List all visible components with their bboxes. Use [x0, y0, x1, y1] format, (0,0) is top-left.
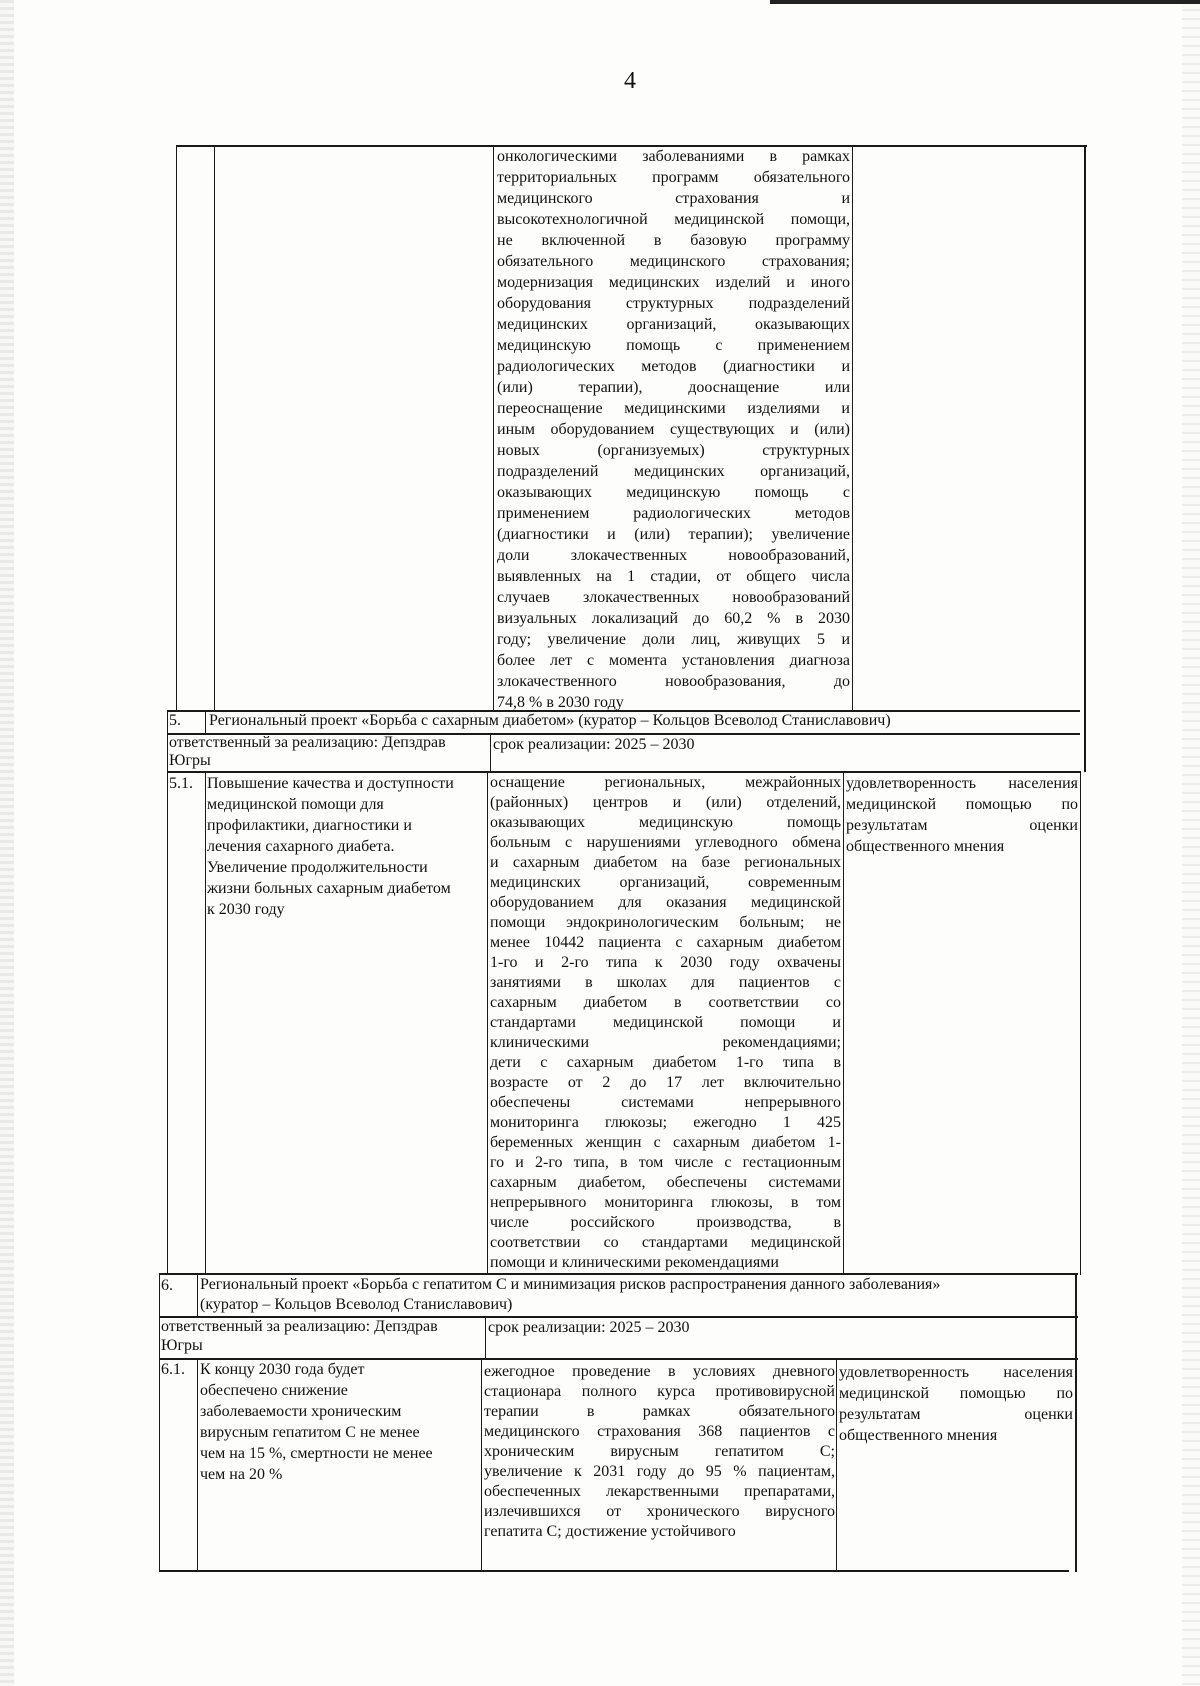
- text-line: медицинского страхования и: [497, 190, 850, 207]
- text-line: удовлетворенность населения: [846, 775, 1078, 792]
- s5-title: Региональный проект «Борьба с сахарным диабетом» (куратор – Кольцов Всеволод Станиславович): [209, 712, 891, 729]
- s5-responsible: [169, 734, 489, 770]
- text-line: медицинской помощи для: [207, 796, 384, 813]
- s5-period: срок реализации: 2025 – 2030: [493, 736, 695, 753]
- text-line: результатам оценки: [839, 1406, 1073, 1423]
- rule-v-outer-left-6: [159, 1273, 160, 1572]
- s6-task-number: 6.1.: [161, 1361, 185, 1378]
- text-line: увеличение к 2031 году до 95 % пациентам,: [484, 1463, 835, 1480]
- text-line: клиническими рекомендациями;: [490, 1034, 841, 1051]
- text-line: модернизация медицинских изделий и иного: [497, 274, 850, 291]
- rule-v-result-left-a: [493, 145, 494, 712]
- text-line: удовлетворенность населения: [839, 1364, 1073, 1381]
- text-line: занятиями в школах для пациентов с: [490, 974, 841, 991]
- scan-edge-right: [1182, 0, 1200, 1686]
- text-line: обеспеченных лекарственными препаратами,: [484, 1483, 835, 1500]
- rule-v-num-6: [197, 1273, 198, 1316]
- text-line: не включенной в базовую программу: [497, 232, 850, 249]
- text-line: Югры: [169, 752, 211, 769]
- text-line: (диагностики и (или) терапии); увеличение: [497, 526, 850, 543]
- text-line: обязательного медицинского страхования;: [497, 253, 850, 270]
- s5-task: [207, 773, 485, 953]
- s6-task: [200, 1359, 479, 1499]
- text-line: беременных женщин с сахарным диабетом 1-: [490, 1134, 841, 1151]
- text-line: Увеличение продолжительности: [207, 859, 428, 876]
- text-line: больным с нарушениями углеводного обмена: [490, 834, 841, 851]
- text-line: чем на 20 %: [200, 1466, 283, 1483]
- rule-v-outer-right-6: [1075, 1273, 1077, 1572]
- text-line: возрасте от 2 до 17 лет включительно: [490, 1074, 841, 1091]
- s6-responsible-lines: [161, 1317, 483, 1355]
- text-line: общественного мнения: [846, 838, 1005, 855]
- rule-v-outer-left-5: [167, 710, 168, 1275]
- s6-indicator-lines: [839, 1362, 1073, 1446]
- text-line: дети с сахарным диабетом 1-го типа в: [490, 1054, 841, 1071]
- text-line: оказывающих медицинскую помощь с: [497, 484, 850, 501]
- s6-period: срок реализации: 2025 – 2030: [488, 1319, 690, 1336]
- text-line: ответственный за реализацию: Депздрав: [161, 1318, 438, 1335]
- s5-results-lines: [490, 773, 841, 1273]
- rule-v-task-left-a: [214, 145, 215, 712]
- text-line: чем на 15 %, смертности не менее: [200, 1445, 433, 1462]
- rule-v-result-right-6: [836, 1358, 837, 1572]
- text-line: К концу 2030 года будет: [200, 1361, 365, 1378]
- s6-results: [484, 1362, 835, 1570]
- text-line: (районных) центров и (или) отделений,: [490, 794, 841, 811]
- s6-number: 6.: [161, 1277, 173, 1294]
- text-line: (куратор – Кольцов Всеволод Станиславович): [200, 1296, 513, 1313]
- text-line: оборудования структурных подразделений: [497, 295, 850, 312]
- rule-v-resp-5: [490, 733, 491, 773]
- s5-indicator-lines: [846, 773, 1078, 857]
- text-line: случаев злокачественных новообразований: [497, 589, 850, 606]
- text-line: го и 2-го типа, в том числе с гестационным: [490, 1154, 841, 1171]
- text-line: менее 10442 пациента с сахарным диабетом: [490, 934, 841, 951]
- rule-v-resp-6: [485, 1316, 486, 1360]
- text-line: медицинских организаций, оказывающих: [497, 316, 850, 333]
- text-line: подразделений медицинских организаций,: [497, 463, 850, 480]
- text-line: вирусным гепатитом С не менее: [200, 1424, 420, 1441]
- text-line: Югры: [161, 1337, 203, 1354]
- text-line: медицинского страхования 368 пациентов с: [484, 1423, 835, 1440]
- text-line: ответственный за реализацию: Депздрав: [169, 734, 446, 751]
- text-line: применением радиологических методов: [497, 505, 850, 522]
- text-line: 74,8 % в 2030 году: [497, 694, 624, 710]
- text-line: обеспечено снижение: [200, 1382, 348, 1399]
- rule-v-task-left-6: [197, 1358, 198, 1572]
- text-line: переоснащение медицинскими изделиями и: [497, 400, 850, 417]
- rule-h-bottom: [159, 1570, 1069, 1572]
- text-line: медицинской помощью по: [839, 1385, 1073, 1402]
- text-line: стационара полного курса противовирусной: [484, 1383, 835, 1400]
- s5-indicator: [846, 773, 1078, 863]
- text-line: профилактики, диагностики и: [207, 817, 412, 834]
- text-line: ежегодное проведение в условиях дневного: [484, 1363, 835, 1380]
- s6-responsible: [161, 1317, 483, 1357]
- rule-v-result-left-6: [481, 1358, 482, 1572]
- text-line: излечившихся от хронического вирусного: [484, 1503, 835, 1520]
- text-line: обеспечены системами непрерывного: [490, 1094, 841, 1111]
- s5-responsible-lines: [169, 734, 489, 770]
- text-line: году; увеличение доли лиц, живущих 5 и: [497, 631, 850, 648]
- text-line: непрерывного мониторинга глюкозы, в том: [490, 1194, 841, 1211]
- text-line: медицинских организаций, современным: [490, 874, 841, 891]
- scan-edge-left: [0, 0, 14, 1686]
- text-line: оказывающих медицинскую помощь: [490, 814, 841, 831]
- s5-task-number: 5.1.: [169, 775, 193, 792]
- text-line: выявленных на 1 стадии, от общего числа: [497, 568, 850, 585]
- text-line: соответствии со стандартами медицинской: [490, 1234, 841, 1251]
- text-line: стандартами медицинской помощи и: [490, 1014, 841, 1031]
- text-line: иным оборудованием существующих и (или): [497, 421, 850, 438]
- text-line: (или) терапии), дооснащение или: [497, 379, 850, 396]
- text-line: радиологических методов (диагностики и: [497, 358, 850, 375]
- rule-v-result-right-5: [843, 771, 844, 1273]
- text-line: сахарным диабетом в соответствии со: [490, 994, 841, 1011]
- text-line: хроническим вирусным гепатитом С;: [484, 1443, 835, 1460]
- text-line: оборудованием для оказания медицинской: [490, 894, 841, 911]
- page-number: 4: [624, 68, 636, 94]
- text-line: высокотехнологичной медицинской помощи,: [497, 211, 850, 228]
- text-line: помощи и клиническими рекомендациями: [490, 1254, 779, 1271]
- rule-v-result-left-5: [487, 771, 488, 1273]
- text-line: более лет с момента установления диагноза: [497, 652, 850, 669]
- text-line: числе российского производства, в: [490, 1214, 841, 1231]
- s5-number: 5.: [169, 712, 181, 729]
- text-line: Региональный проект «Борьба с гепатитом С и минимизация рисков распространения данного заболевания»: [200, 1276, 941, 1293]
- text-line: мониторинга глюкозы; ежегодно 1 425: [490, 1114, 841, 1131]
- text-line: заболеваемости хроническим: [200, 1403, 402, 1420]
- s6-results-lines: [484, 1362, 835, 1542]
- text-line: и сахарным диабетом на базе региональных: [490, 854, 841, 871]
- continuation-results-lines: [497, 146, 850, 710]
- cell-continuation-results: [497, 146, 850, 710]
- s5-results: [490, 773, 841, 1273]
- text-line: злокачественного новообразования, до: [497, 673, 850, 690]
- s6-title: [200, 1275, 1074, 1317]
- s6-indicator: [839, 1362, 1073, 1452]
- text-line: лечения сахарного диабета.: [207, 838, 395, 855]
- s5-task-lines: [207, 773, 485, 920]
- text-line: онкологическими заболеваниями в рамках: [497, 148, 850, 165]
- rule-v-result-right-a: [852, 145, 853, 710]
- text-line: медицинской помощью по: [846, 796, 1078, 813]
- text-line: помощи эндокринологическим больным; не: [490, 914, 841, 931]
- rule-v-outer-left-a: [176, 145, 177, 712]
- scan-top-line: [770, 0, 1200, 4]
- rule-v-num-5: [205, 710, 206, 733]
- text-line: Повышение качества и доступности: [207, 775, 454, 792]
- text-line: медицинскую помощь с применением: [497, 337, 850, 354]
- text-line: результатам оценки: [846, 817, 1078, 834]
- s6-title-lines: [200, 1275, 1074, 1315]
- text-line: сахарным диабетом, обеспечены системами: [490, 1174, 841, 1191]
- text-line: к 2030 году: [207, 901, 285, 918]
- rule-v-outer-right-5: [1080, 771, 1081, 1275]
- text-line: терапии в рамках обязательного: [484, 1403, 835, 1420]
- text-line: гепатита С; достижение устойчивого: [484, 1523, 736, 1540]
- text-line: визуальных локализаций до 60,2 % в 2030: [497, 610, 850, 627]
- text-line: 1-го и 2-го типа к 2030 году охвачены: [490, 954, 841, 971]
- text-line: территориальных программ обязательного: [497, 169, 850, 186]
- rule-v-task-left-5: [205, 771, 206, 1273]
- text-line: новых (организуемых) структурных: [497, 442, 850, 459]
- text-line: общественного мнения: [839, 1427, 998, 1444]
- text-line: жизни больных сахарным диабетом: [207, 880, 451, 897]
- text-line: оснащение региональных, межрайонных: [490, 774, 841, 791]
- s6-task-lines: [200, 1359, 479, 1485]
- rule-v-outer-right-a: [1084, 145, 1086, 772]
- text-line: доли злокачественных новообразований,: [497, 547, 850, 564]
